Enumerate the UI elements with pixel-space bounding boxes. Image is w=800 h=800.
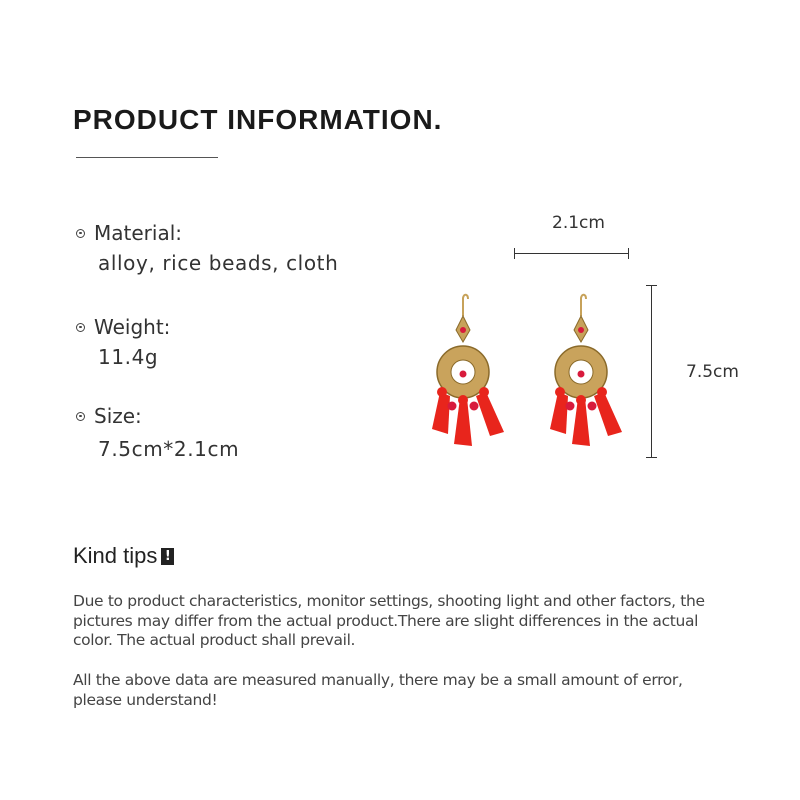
spec-value: 7.5cm*2.1cm — [98, 437, 240, 461]
earring-left — [432, 295, 504, 446]
width-label: 2.1cm — [552, 213, 605, 233]
title-underline — [76, 157, 218, 158]
height-dimension-line — [651, 286, 652, 457]
earrings-image — [410, 290, 640, 450]
kind-tips-heading — [73, 543, 174, 569]
spec-label: Weight: — [94, 315, 171, 339]
height-label: 7.5cm — [686, 362, 739, 382]
spec-size — [76, 404, 239, 461]
spec-value: alloy, rice beads, cloth — [98, 251, 339, 275]
spec-label: Material: — [94, 221, 182, 245]
tips-paragraph-1: Due to product characteristics, monitor settings, shooting light and other factors, the pictures may differ from the actual product.There are slight differences in the actual color. The actual product shall prevail. — [73, 592, 705, 649]
width-dimension-line — [515, 253, 629, 254]
spec-value: 11.4g — [98, 345, 159, 369]
spec-material — [76, 221, 338, 275]
spec-weight — [76, 315, 170, 369]
bullet-icon — [76, 229, 85, 238]
bullet-icon — [76, 412, 85, 421]
bullet-icon — [76, 323, 85, 332]
exclamation-icon: ! — [161, 548, 174, 565]
earring-right — [550, 295, 622, 446]
height-tick-bottom — [646, 457, 657, 458]
spec-label: Size: — [94, 404, 142, 428]
height-tick-top — [646, 285, 657, 286]
kind-tips-title: Kind tips — [73, 543, 158, 568]
width-tick-left — [514, 248, 515, 259]
width-tick-right — [628, 248, 629, 259]
page-title: PRODUCT INFORMATION. — [73, 104, 443, 135]
tips-paragraph-2: All the above data are measured manually, there may be a small amount of error, please understand! — [73, 671, 683, 709]
